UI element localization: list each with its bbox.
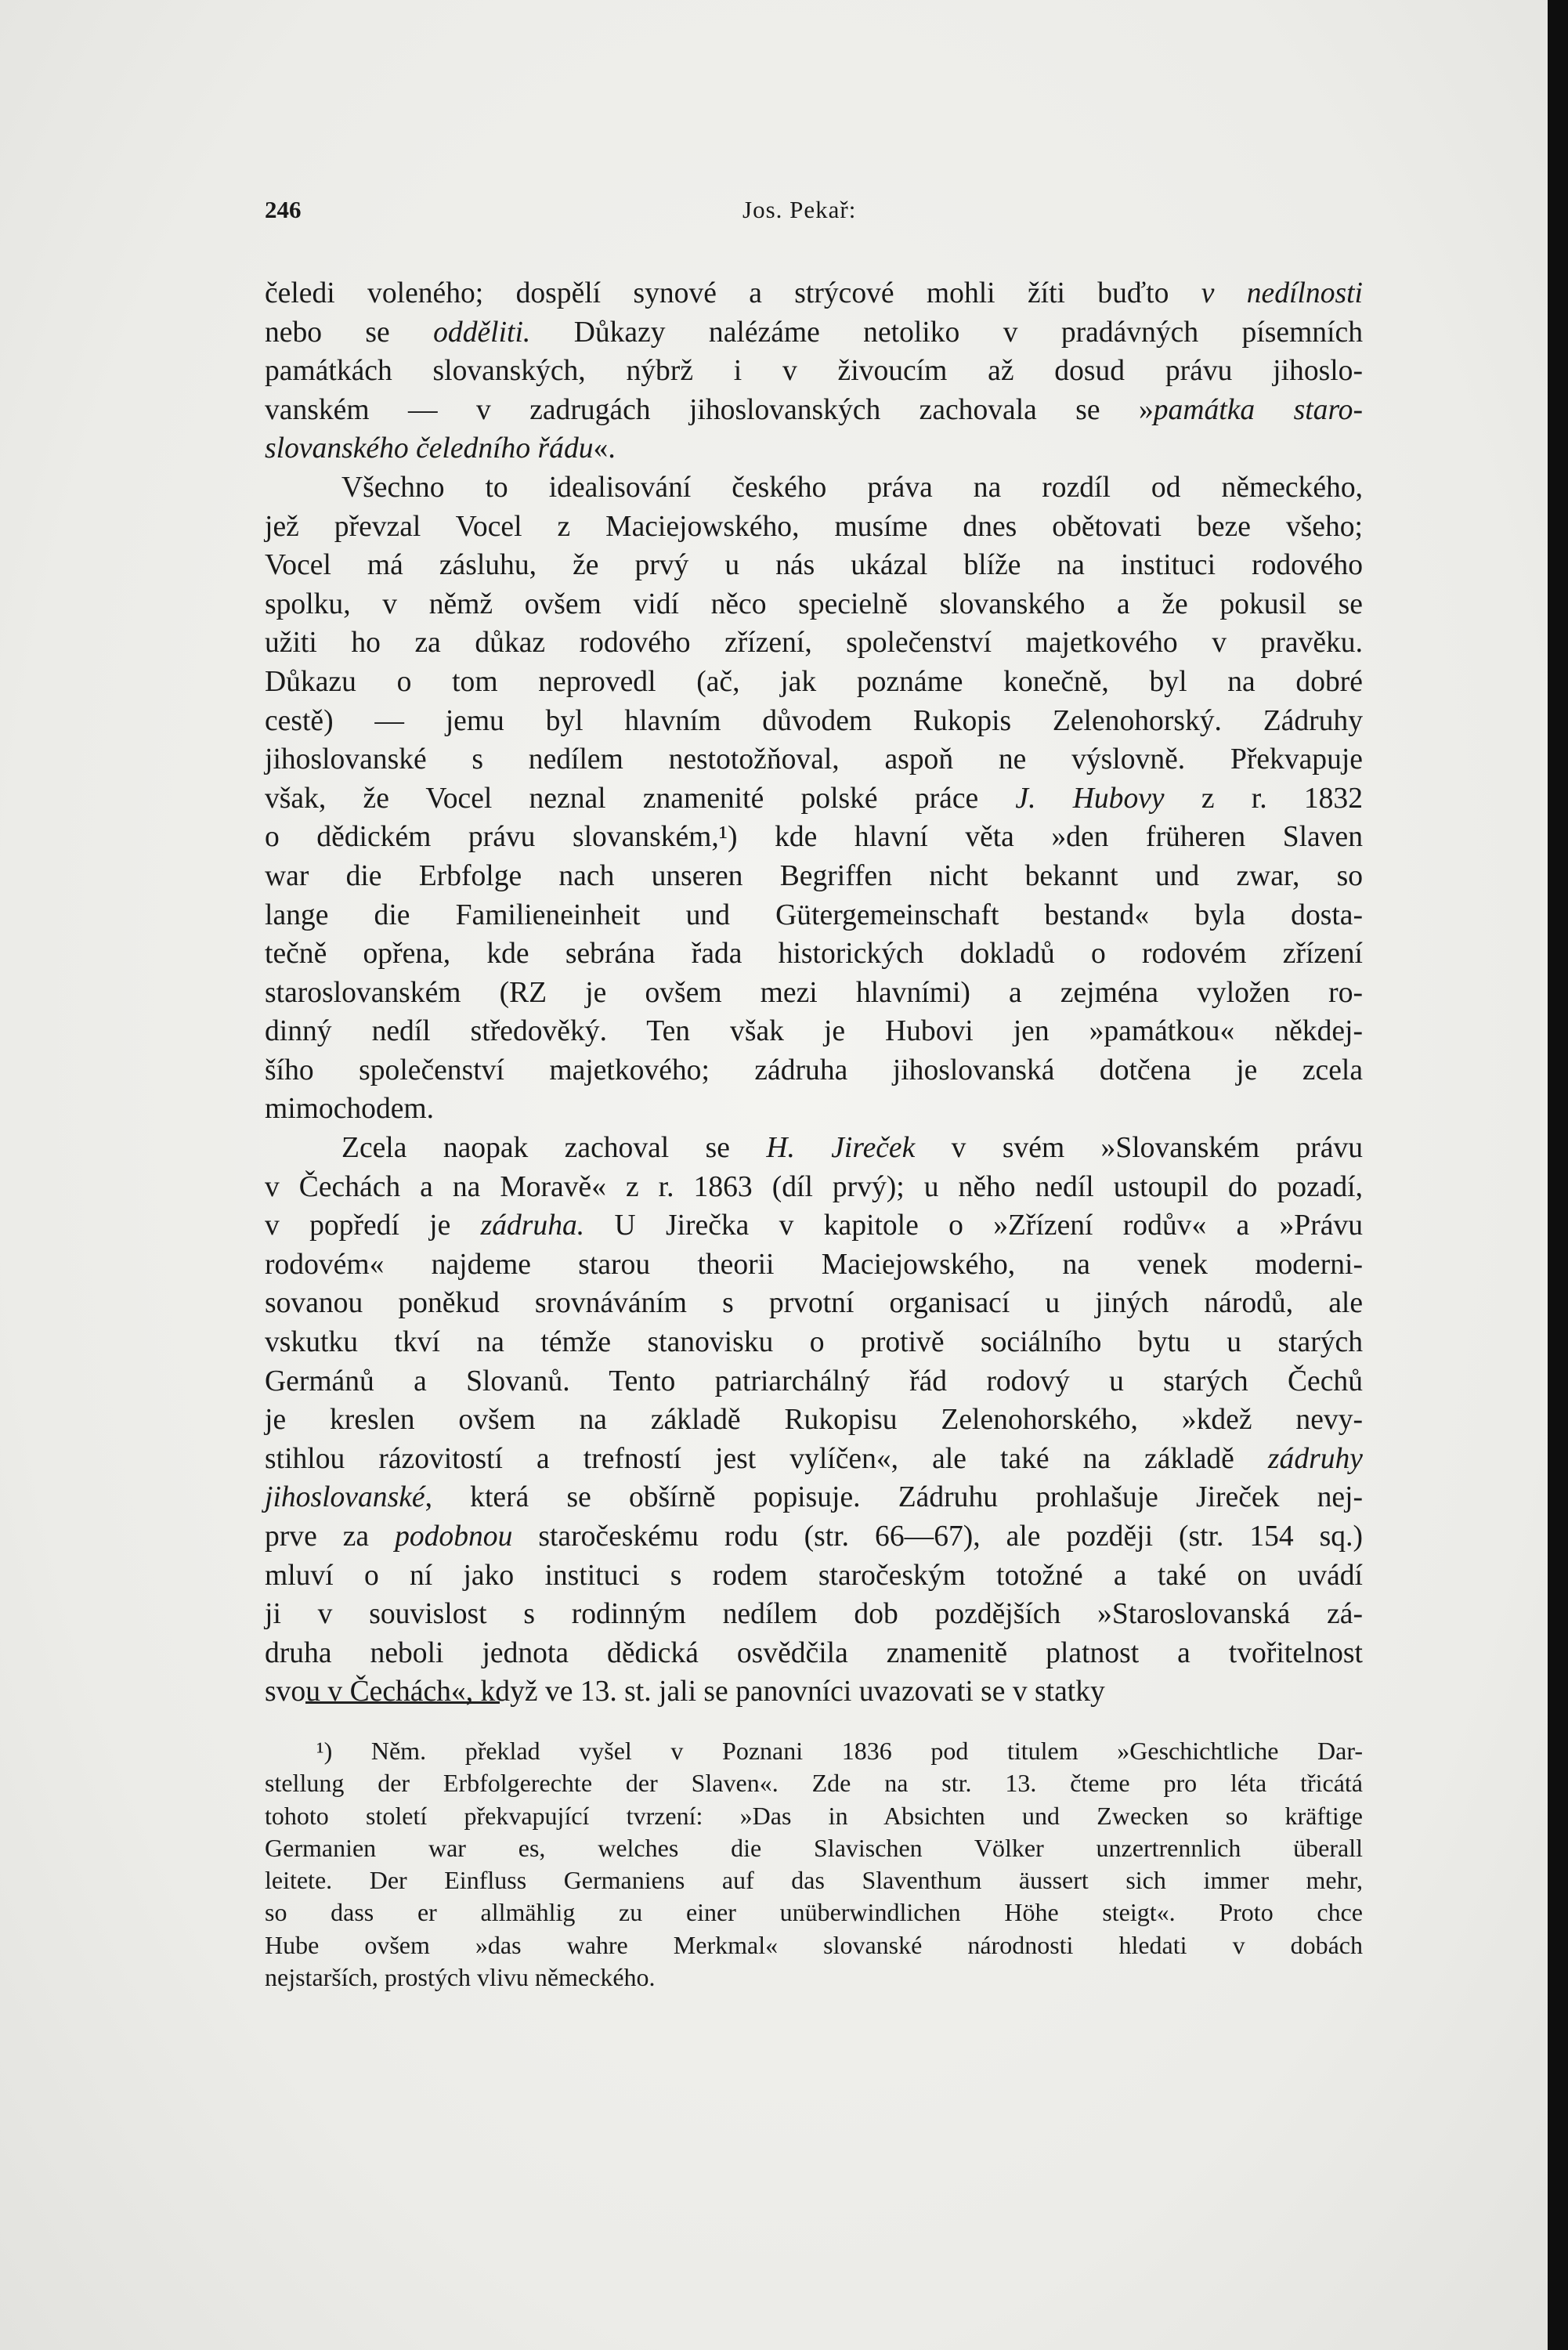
footnote-line: leitete. Der Einfluss Germaniens auf das Slaventhum äussert sich immer mehr, [265, 1866, 1363, 1895]
text-line: prve za podobnou staročeskému rodu (str. 66—67), ale později (str. 154 sq.) [265, 1520, 1363, 1553]
text-line: o dědickém právu slovanském,¹) kde hlavní věta »den früheren Slaven [265, 821, 1363, 854]
italic-text: odděliti. [433, 316, 531, 349]
text-line: slovanského čeledního řádu«. [265, 432, 616, 465]
italic-text: J. Hubovy [1015, 782, 1165, 815]
text-line: dinný nedíl středověký. Ten však je Hubovi jen »památkou« někdej- [265, 1015, 1363, 1048]
footnote-line: so dass er allmählig zu einer unüberwindlichen Höhe steigt«. Proto chce [265, 1898, 1363, 1927]
page-number: 246 [265, 196, 302, 223]
text-line: památkách slovanských, nýbrž i v živoucím až dosud právu jihoslo- [265, 355, 1363, 388]
italic-text: H. Jireček [766, 1132, 916, 1165]
text-line: Vocel má zásluhu, že prvý u nás ukázal blíže na instituci rodového [265, 549, 1363, 582]
italic-text: zádruha. [480, 1209, 585, 1242]
text-line: jež převzal Vocel z Maciejowského, musíme dnes obětovati beze všeho; [265, 510, 1363, 543]
text-line: v popředí je zádruha. U Jirečka v kapitole o »Zřízení rodův« a »Právu [265, 1209, 1363, 1242]
footnote-line: nejstarších, prostých vlivu německého. [265, 1963, 656, 1992]
text-line: Všechno to idealisování českého práva na rozdíl od německého, [341, 471, 1363, 504]
footnote-line: tohoto století překvapující tvrzení: »Das in Absichten und Zwecken so kräftige [265, 1801, 1363, 1830]
text-line: ji v souvislost s rodinným nedílem dob pozdějších »Staroslovanská zá- [265, 1598, 1363, 1631]
italic-text: slovanského čeledního řádu [265, 432, 594, 465]
text-line: je kreslen ovšem na základě Rukopisu Zelenohorského, »kdež nevy- [265, 1404, 1363, 1437]
footnote-line: Germanien war es, welches die Slavischen Völker unzertrennlich überall [265, 1833, 1363, 1862]
running-head: Jos. Pekař: [742, 196, 857, 223]
text-line: Důkazu o tom neprovedl (ač, jak poznáme konečně, byl na dobré [265, 665, 1363, 698]
text-line: vanském — v zadrugách jihoslovanských zachovala se »památka staro- [265, 393, 1363, 426]
text-line: war die Erbfolge nach unseren Begriffen nicht bekannt und zwar, so [265, 859, 1363, 892]
italic-text: podobnou [395, 1520, 513, 1553]
text-line: lange die Familieneinheit und Gütergemeinschaft bestand« byla dosta- [265, 898, 1363, 931]
page-header [265, 196, 1377, 243]
text-line: šího společenství majetkového; zádruha jihoslovanská dotčena je zcela [265, 1054, 1363, 1086]
text-line: vskutku tkví na témže stanovisku o protivě sociálního bytu u starých [265, 1326, 1363, 1359]
footnote-line: Hube ovšem »das wahre Merkmal« slovanské národnosti hledati v dobách [265, 1930, 1363, 1959]
footnotes [265, 1735, 1363, 1994]
text-line: spolku, v němž ovšem vidí něco specielně slovanského a že pokusil se [265, 588, 1363, 620]
text-line: stihlou rázovitostí a trefností jest vylíčen«, ale také na základě zádruhy [265, 1442, 1363, 1475]
text-line: Germánů a Slovanů. Tento patriarchálný řád rodový u starých Čechů [265, 1365, 1363, 1397]
text-line: nebo se odděliti. Důkazy nalézáme netoliko v pradávných písemních [265, 316, 1363, 349]
text-line: mimochodem. [265, 1093, 435, 1126]
text-line: v Čechách a na Moravě« z r. 1863 (díl prvý); u něho nedíl ustoupil do pozadí, [265, 1170, 1363, 1203]
italic-text: zádruhy [1267, 1442, 1363, 1475]
text-line: čeledi voleného; dospělí synové a strýcové mohli žíti buďto v nedílnosti [265, 277, 1363, 309]
text-line: tečně opřena, kde sebrána řada historických dokladů o rodovém zřízení [265, 938, 1363, 971]
footnote-line: ¹) Něm. překlad vyšel v Poznani 1836 pod titulem »Geschichtliche Dar- [316, 1737, 1363, 1765]
italic-text: jihoslovanské [265, 1481, 425, 1514]
text-line: jihoslovanské, která se obšírně popisuje. Zádruhu prohlašuje Jireček nej- [265, 1481, 1363, 1514]
footnote-line: stellung der Erbfolgerechte der Slaven«. Zde na str. 13. čteme pro léta třicátá [265, 1769, 1363, 1798]
scan-edge-shadow [1548, 0, 1568, 2350]
text-line: cestě) — jemu byl hlavním důvodem Rukopis Zelenohorský. Zádruhy [265, 704, 1363, 737]
text-line: Zcela naopak zachoval se H. Jireček v svém »Slovanském právu [341, 1132, 1363, 1165]
text-line: svou v Čechách«, když ve 13. st. jali se panovníci uvazovati se v statky [265, 1676, 1105, 1708]
text-line: sovanou poněkud srovnáváním s prvotní organisací u jiných národů, ale [265, 1287, 1363, 1320]
italic-text: v nedílnosti [1201, 277, 1363, 309]
text-line: užiti ho za důkaz rodového zřízení, společenství majetkového v pravěku. [265, 627, 1363, 660]
text-line: jihoslovanské s nedílem nestotožňoval, aspoň ne výslovně. Překvapuje [265, 743, 1363, 776]
footnote-rule [305, 1701, 500, 1704]
text-line: rodovém« najdeme starou theorii Maciejowského, na venek moderni- [265, 1248, 1363, 1281]
text-line: mluví o ní jako instituci s rodem staročeským totožné a také on uvádí [265, 1559, 1363, 1592]
body-text [265, 274, 1363, 1712]
italic-text: památka staro- [1153, 393, 1363, 426]
text-line: druha neboli jednota dědická osvědčila znamenitě platnost a tvořitelnost [265, 1636, 1363, 1669]
text-line: staroslovanském (RZ je ovšem mezi hlavními) a zejména vyložen ro- [265, 976, 1363, 1009]
text-line: však, že Vocel neznal znamenité polské práce J. Hubovy z r. 1832 [265, 782, 1363, 815]
